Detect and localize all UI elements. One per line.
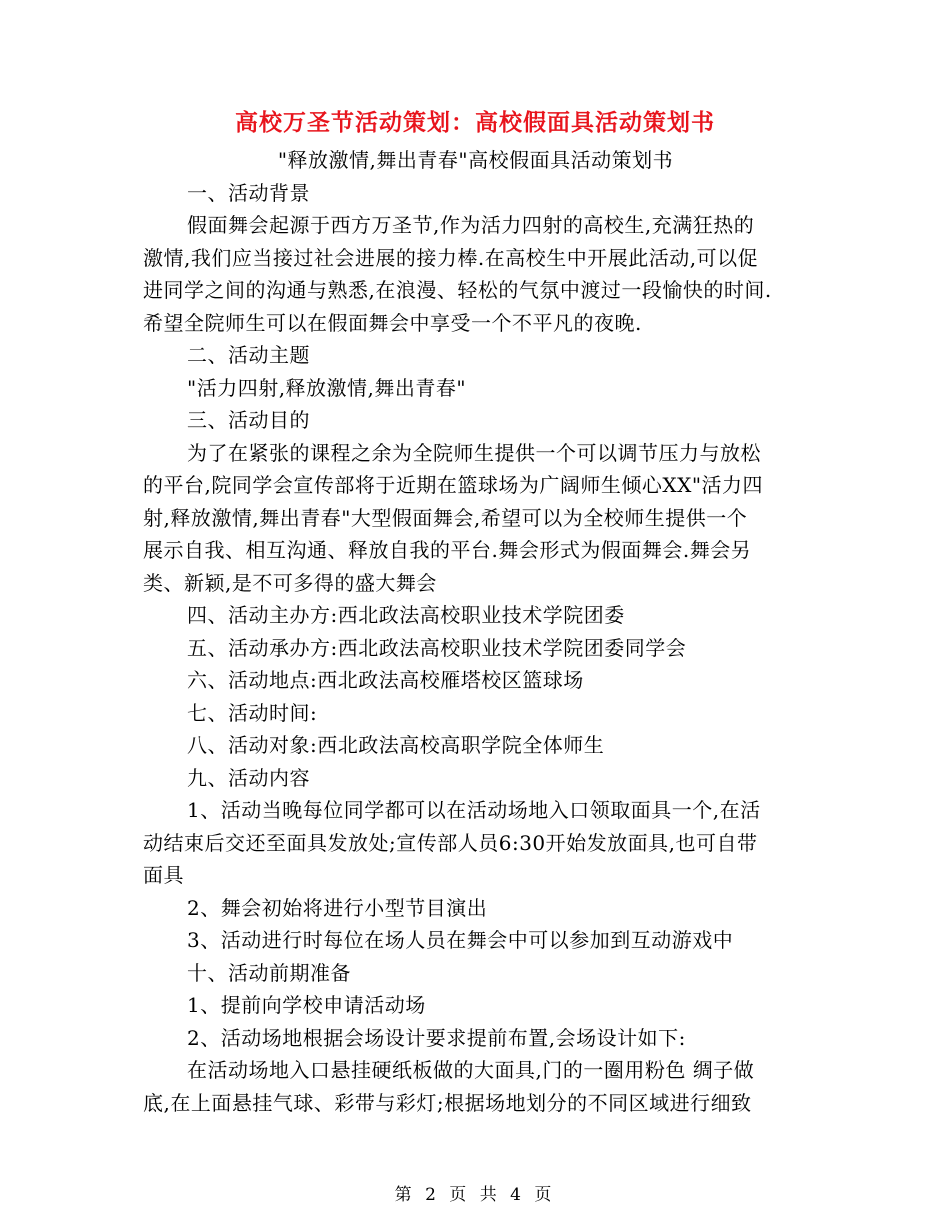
text-line: 1、活动当晚每位同学都可以在活动场地入口领取面具一个,在活 <box>187 798 761 822</box>
text-line: "活力四射,释放激情,舞出青春" <box>187 375 467 400</box>
text-line: 八、活动对象:西北政法高校高职学院全体师生 <box>187 733 605 757</box>
text-line: 希望全院师生可以在假面舞会中享受一个不平凡的夜晚. <box>143 310 642 335</box>
text-line: 十、活动前期准备 <box>187 960 351 985</box>
text-line: 四、活动主办方:西北政法高校职业技术学院团委 <box>187 603 625 627</box>
text-line: 激情,我们应当接过社会进展的接力棒.在高校生中开展此活动,可以促 <box>143 245 759 270</box>
text-line: 二、活动主题 <box>187 343 310 367</box>
text-line: 的平台,院同学会宣传部将于近期在篮球场为广阔师生倾心XX"活力四 <box>143 473 764 497</box>
text-line: 假面舞会起源于西方万圣节,作为活力四射的高校生,充满狂热的 <box>187 213 755 237</box>
text-line: 为了在紧张的课程之余为全院师生提供一个可以调节压力与放松 <box>187 440 761 465</box>
text-line: 2、舞会初始将进行小型节目演出 <box>187 895 488 920</box>
document-subtitle: "释放激情,舞出青春"高校假面具活动策划书 <box>277 148 674 172</box>
text-line: 展示自我、相互沟通、释放自我的平台.舞会形式为假面舞会.舞会另 <box>143 538 752 562</box>
text-line: 三、活动目的 <box>187 408 310 432</box>
text-line: 射,释放激情,舞出青春"大型假面舞会,希望可以为全校师生提供一个 <box>143 505 748 530</box>
text-line: 一、活动背景 <box>187 180 310 205</box>
text-line: 九、活动内容 <box>187 765 310 790</box>
text-line: 七、活动时间: <box>187 700 318 725</box>
text-line: 3、活动进行时每位在场人员在舞会中可以参加到互动游戏中 <box>187 928 734 952</box>
text-line: 类、新颖,是不可多得的盛大舞会 <box>143 570 437 595</box>
text-line: 动结束后交还至面具发放处;宣传部人员6:30开始发放面具,也可自带 <box>143 830 758 855</box>
text-line: 面具 <box>143 863 184 887</box>
text-line: 1、提前向学校申请活动场 <box>187 993 426 1017</box>
text-line: 底,在上面悬挂气球、彩带与彩灯;根据场地划分的不同区域进行细致 <box>143 1090 752 1115</box>
text-line: 在活动场地入口悬挂硬纸板做的大面具,门的一圈用粉色 绸子做 <box>187 1058 755 1082</box>
text-line: 六、活动地点:西北政法高校雁塔校区篮球场 <box>187 668 584 692</box>
text-line: 五、活动承办方:西北政法高校职业技术学院团委同学会 <box>187 635 687 660</box>
text-line: 2、活动场地根据会场设计要求提前布置,会场设计如下: <box>187 1025 686 1050</box>
document-body <box>143 144 808 1119</box>
document-title: 高校万圣节活动策划：高校假面具活动策划书 <box>235 109 715 136</box>
page-footer: 第 2 页 共 4 页 <box>394 1185 556 1205</box>
text-line: 进同学之间的沟通与熟悉,在浪漫、轻松的气氛中渡过一段愉快的时间. <box>143 278 772 302</box>
